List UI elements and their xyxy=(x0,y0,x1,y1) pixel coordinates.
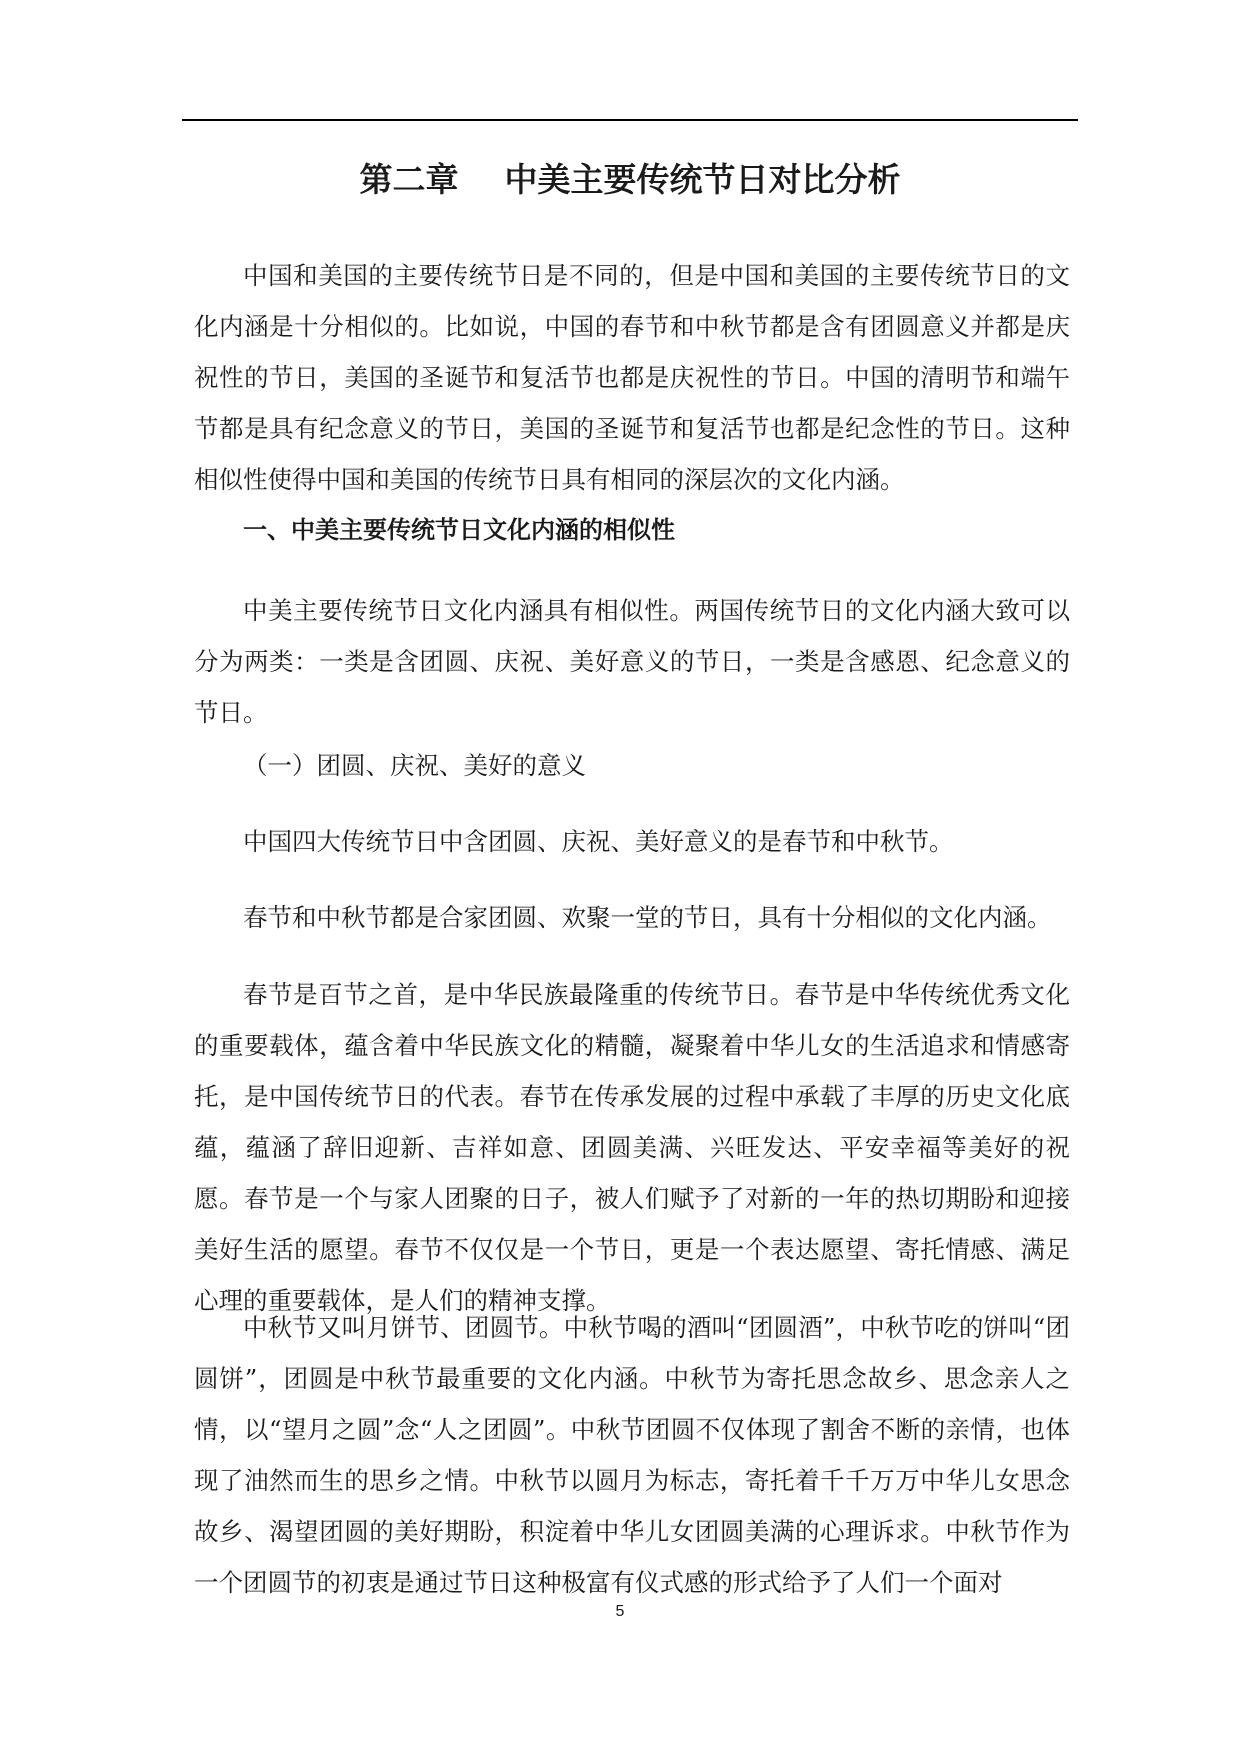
mid-autumn-paragraph: 中秋节又叫月饼节、团圆节。中秋节喝的酒叫“团圆酒”，中秋节吃的饼叫“团圆饼”，团圆是中秋节最重要的文化内涵。中秋节为寄托思念故乡、思念亲人之情，以“望月之圆”念“人之团圆”。中秋节团圆不仅体现了割舍不断的亲情，也体现了油然而生的思乡之情。中秋节以圆月为标志，寄托着千千万万中华儿女思念故乡、渴望团圆的美好期盼，积淀着中华儿女团圆美满的心理诉求。中秋节作为一个团圆节的初衷是通过节日这种极富有仪式感的形式给予了人们一个面对 xyxy=(194,1313,1070,1597)
four-festivals-line: 中国四大传统节日中含团圆、庆祝、美好意义的是春节和中秋节。 xyxy=(243,827,954,856)
intro-paragraph: 中国和美国的主要传统节日是不同的，但是中国和美国的主要传统节日的文化内涵是十分相似的。比如说，中国的春节和中秋节都是含有团圆意义并都是庆祝性的节日，美国的圣诞节和复活节也都是庆祝性的节日。中国的清明节和端午节都是具有纪念意义的节日，美国的圣诞节和复活节也都是纪念性的节日。这种相似性使得中国和美国的传统节日具有相同的深层次的文化内涵。 xyxy=(194,261,1070,494)
chapter-title: 第二章 中美主要传统节日对比分析 xyxy=(359,160,901,199)
spring-festival-paragraph: 春节是百节之首，是中华民族最隆重的传统节日。春节是中华传统优秀文化的重要载体，蕴含着中华民族文化的精髓，凝聚着中华儿女的生活追求和情感寄托，是中国传统节日的代表。春节在传承发展的过程中承载了丰厚的历史文化底蕴，蕴涵了辞旧迎新、吉祥如意、团圆美满、兴旺发达、平安幸福等美好的祝愿。春节是一个与家人团聚的日子，被人们赋予了对新的一年的热切期盼和迎接美好生活的愿望。春节不仅仅是一个节日，更是一个表达愿望、寄托情感、满足心理的重要载体，是人们的精神支撑。 xyxy=(194,980,1070,1315)
spring-midautumn-line: 春节和中秋节都是合家团圆、欢聚一堂的节日，具有十分相似的文化内涵。 xyxy=(243,903,1052,932)
header-rule xyxy=(182,119,1078,121)
page-number: 5 xyxy=(615,1603,625,1620)
section-heading: 一、中美主要传统节日文化内涵的相似性 xyxy=(243,516,675,544)
section-paragraph: 中美主要传统节日文化内涵具有相似性。两国传统节日的文化内涵大致可以分为两类：一类是含团圆、庆祝、美好意义的节日，一类是含感恩、纪念意义的节日。 xyxy=(194,596,1070,727)
subsection-heading: （一）团圆、庆祝、美好的意义 xyxy=(243,751,586,780)
